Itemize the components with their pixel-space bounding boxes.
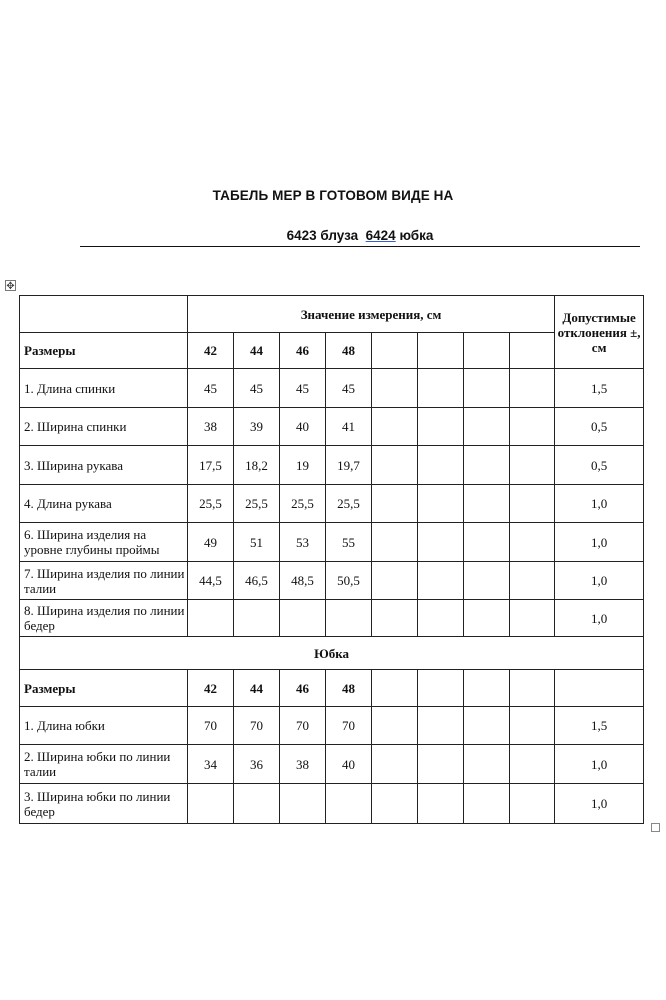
header-row-group [20, 296, 644, 333]
empty-value-cell [372, 523, 418, 562]
measurement-table [19, 295, 644, 824]
skirt-sizes-row [20, 670, 644, 707]
value-cell [188, 600, 234, 637]
value-cell: 44,5 [188, 562, 234, 600]
empty-value-cell [418, 600, 464, 637]
size-header: 48 [326, 670, 372, 707]
empty-value-cell [372, 408, 418, 446]
empty-value-cell [464, 562, 510, 600]
empty-value-cell [372, 600, 418, 637]
size-header: 46 [280, 333, 326, 369]
table-row [20, 600, 644, 637]
subtitle-skirt-code: 6424 [365, 228, 396, 243]
table-row [20, 523, 644, 562]
empty-value-cell [464, 446, 510, 485]
value-cell: 39 [234, 408, 280, 446]
value-cell [280, 600, 326, 637]
empty-value-cell [418, 485, 464, 523]
value-cell: 18,2 [234, 446, 280, 485]
empty-value-cell [464, 369, 510, 408]
empty-size-cell [418, 333, 464, 369]
table-row [20, 745, 644, 784]
skirt-section-row [20, 637, 644, 670]
subtitle-blouse: 6423 блуза [286, 228, 359, 243]
empty-value-cell [510, 562, 555, 600]
empty-size-cell [464, 333, 510, 369]
size-header: 44 [234, 333, 280, 369]
empty-value-cell [510, 707, 555, 745]
empty-size-cell [510, 670, 555, 707]
row-label: 1. Длина спинки [20, 369, 188, 408]
empty-value-cell [510, 485, 555, 523]
size-header: 48 [326, 333, 372, 369]
empty-size-cell [510, 333, 555, 369]
tolerance-cell: 1,0 [555, 745, 644, 784]
size-header: 42 [188, 670, 234, 707]
value-cell: 46,5 [234, 562, 280, 600]
skirt-section-title: Юбка [20, 637, 644, 670]
size-header: 46 [280, 670, 326, 707]
tolerance-cell: 0,5 [555, 408, 644, 446]
table-row [20, 408, 644, 446]
row-label: 6. Ширина изделия на уровне глубины проймы [20, 523, 188, 562]
value-cell: 19,7 [326, 446, 372, 485]
empty-value-cell [510, 523, 555, 562]
row-label: 3. Ширина рукава [20, 446, 188, 485]
document-subtitle [80, 228, 640, 247]
row-label: 8. Ширина изделия по линии бедер [20, 600, 188, 637]
empty-value-cell [418, 408, 464, 446]
empty-value-cell [372, 707, 418, 745]
value-cell [188, 784, 234, 824]
skirt-sizes-label: Размеры [20, 670, 188, 707]
empty-value-cell [464, 523, 510, 562]
tolerance-cell: 1,0 [555, 562, 644, 600]
table-row [20, 707, 644, 745]
empty-size-cell [555, 670, 644, 707]
value-cell: 34 [188, 745, 234, 784]
table-row [20, 369, 644, 408]
value-cell: 70 [280, 707, 326, 745]
row-label: 2. Ширина юбки по линии талии [20, 745, 188, 784]
empty-value-cell [510, 369, 555, 408]
value-cell: 25,5 [280, 485, 326, 523]
table-row [20, 446, 644, 485]
table-row [20, 562, 644, 600]
table-row [20, 784, 644, 824]
tolerance-cell: 1,0 [555, 600, 644, 637]
value-cell: 45 [326, 369, 372, 408]
tolerance-cell: 1,0 [555, 523, 644, 562]
empty-size-cell [418, 670, 464, 707]
value-cell: 50,5 [326, 562, 372, 600]
empty-value-cell [464, 600, 510, 637]
tolerance-cell: 1,5 [555, 707, 644, 745]
move-arrows-icon[interactable]: ✥ [6, 281, 15, 292]
value-cell [234, 600, 280, 637]
value-cell: 40 [280, 408, 326, 446]
value-cell: 36 [234, 745, 280, 784]
empty-value-cell [464, 707, 510, 745]
value-cell: 45 [234, 369, 280, 408]
empty-value-cell [372, 562, 418, 600]
empty-value-cell [464, 784, 510, 824]
row-label: 4. Длина рукава [20, 485, 188, 523]
empty-value-cell [510, 408, 555, 446]
row-label: 2. Ширина спинки [20, 408, 188, 446]
value-cell: 55 [326, 523, 372, 562]
empty-value-cell [418, 446, 464, 485]
empty-value-cell [418, 523, 464, 562]
value-cell: 25,5 [326, 485, 372, 523]
group-header: Значение измерения, см [188, 296, 555, 333]
value-cell: 53 [280, 523, 326, 562]
value-cell: 45 [188, 369, 234, 408]
sizes-row [20, 333, 644, 369]
row-label: 1. Длина юбки [20, 707, 188, 745]
tolerance-cell: 0,5 [555, 446, 644, 485]
empty-value-cell [372, 485, 418, 523]
tolerance-cell: 1,5 [555, 369, 644, 408]
value-cell: 48,5 [280, 562, 326, 600]
header-empty-cell [20, 296, 188, 333]
empty-value-cell [418, 745, 464, 784]
empty-value-cell [418, 707, 464, 745]
value-cell [280, 784, 326, 824]
value-cell: 38 [280, 745, 326, 784]
empty-value-cell [372, 745, 418, 784]
empty-value-cell [464, 745, 510, 784]
empty-value-cell [510, 600, 555, 637]
resize-square-icon[interactable] [651, 823, 660, 832]
value-cell [234, 784, 280, 824]
value-cell: 70 [234, 707, 280, 745]
empty-size-cell [372, 333, 418, 369]
value-cell: 49 [188, 523, 234, 562]
value-cell [326, 600, 372, 637]
empty-value-cell [510, 784, 555, 824]
empty-value-cell [510, 745, 555, 784]
value-cell: 19 [280, 446, 326, 485]
table-row [20, 485, 644, 523]
tolerance-header: Допустимые отклонения ±, см [555, 296, 644, 369]
empty-value-cell [372, 446, 418, 485]
value-cell: 17,5 [188, 446, 234, 485]
value-cell: 41 [326, 408, 372, 446]
row-label: 7. Ширина изделия по линии талии [20, 562, 188, 600]
empty-value-cell [418, 562, 464, 600]
value-cell: 45 [280, 369, 326, 408]
empty-value-cell [372, 369, 418, 408]
empty-value-cell [372, 784, 418, 824]
tolerance-cell: 1,0 [555, 485, 644, 523]
value-cell: 51 [234, 523, 280, 562]
empty-value-cell [418, 784, 464, 824]
value-cell: 70 [326, 707, 372, 745]
size-header: 42 [188, 333, 234, 369]
empty-size-cell [464, 670, 510, 707]
empty-value-cell [464, 485, 510, 523]
empty-size-cell [372, 670, 418, 707]
value-cell: 40 [326, 745, 372, 784]
value-cell: 25,5 [234, 485, 280, 523]
row-label: 3. Ширина юбки по линии бедер [20, 784, 188, 824]
value-cell [326, 784, 372, 824]
document-title: ТАБЕЛЬ МЕР В ГОТОВОМ ВИДЕ НА [212, 188, 454, 203]
tolerance-cell: 1,0 [555, 784, 644, 824]
size-header: 44 [234, 670, 280, 707]
value-cell: 25,5 [188, 485, 234, 523]
subtitle-skirt: юбка [399, 228, 434, 243]
empty-value-cell [510, 446, 555, 485]
empty-value-cell [418, 369, 464, 408]
sizes-label: Размеры [20, 333, 188, 369]
value-cell: 38 [188, 408, 234, 446]
value-cell: 70 [188, 707, 234, 745]
empty-value-cell [464, 408, 510, 446]
